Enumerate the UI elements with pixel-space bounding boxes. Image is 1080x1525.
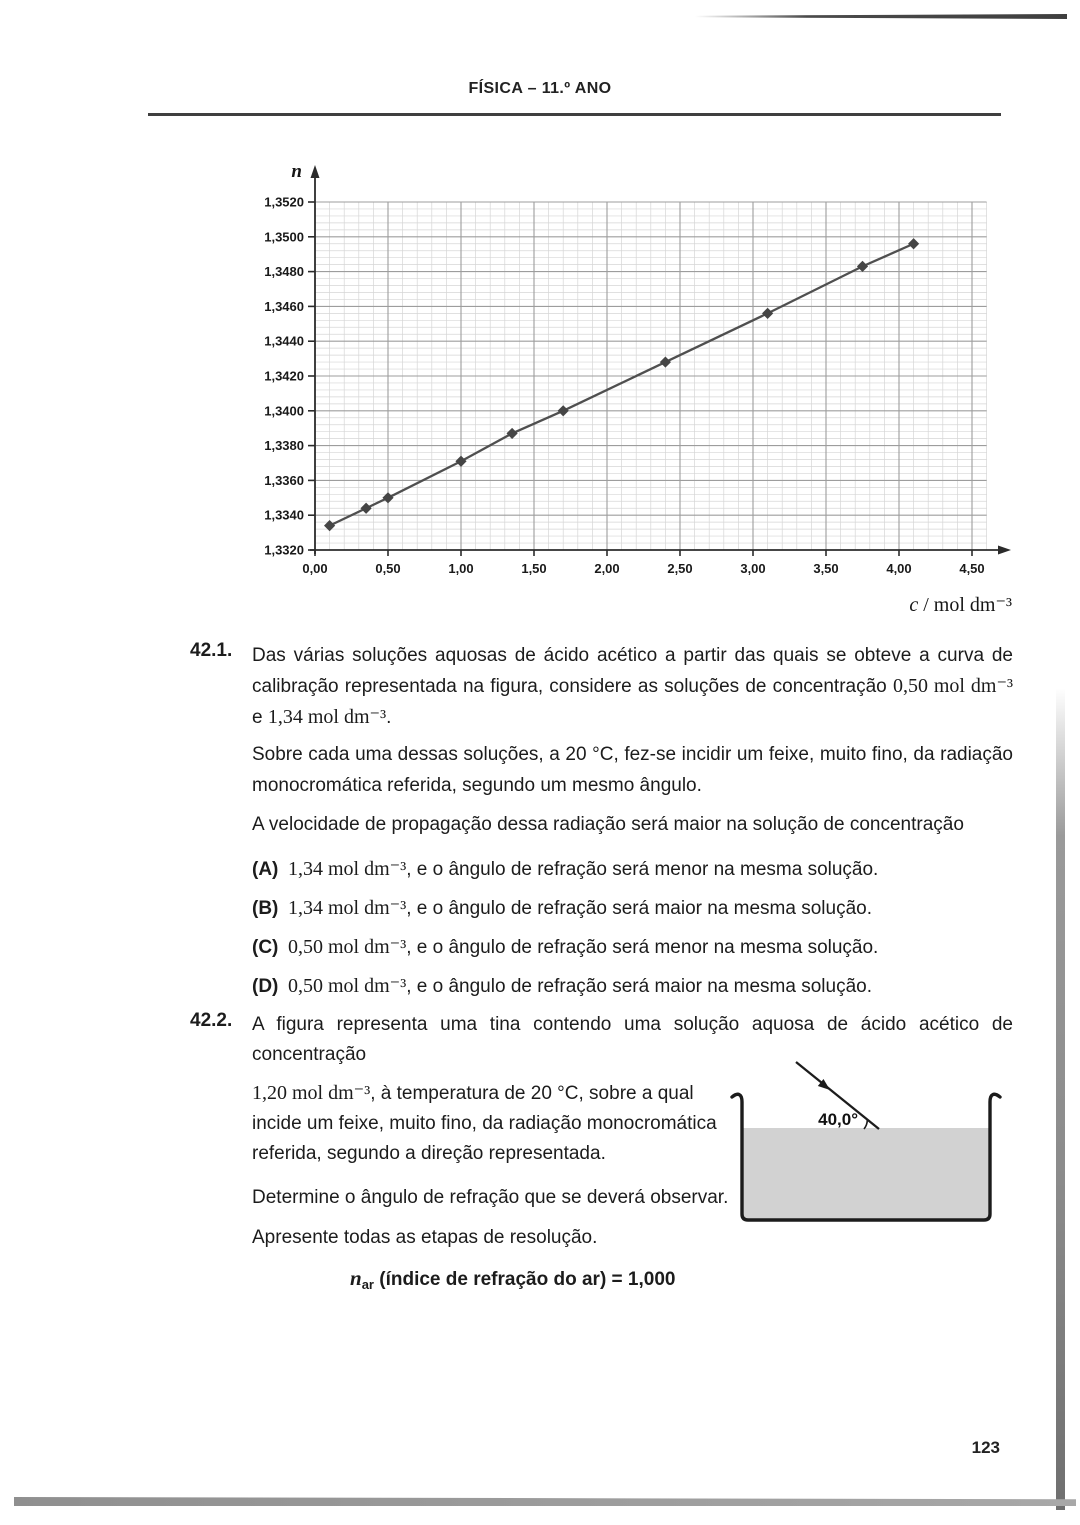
data-point-marker	[455, 456, 466, 467]
option-c	[252, 932, 1013, 963]
data-point-marker	[857, 261, 868, 272]
option-label: (D)	[252, 976, 279, 997]
data-point-marker	[507, 428, 518, 439]
svg-text:1,3420: 1,3420	[264, 368, 304, 384]
quantity-value: 1,34 mol dm⁻³	[288, 897, 407, 919]
svg-text:1,3460: 1,3460	[264, 298, 304, 314]
svg-text:0,00: 0,00	[302, 561, 328, 576]
svg-text:1,3340: 1,3340	[264, 507, 304, 523]
angle-label: 40,0°	[818, 1110, 858, 1129]
paragraph-line	[252, 1078, 742, 1109]
note-text: (índice de refração do ar) = 1,000	[373, 1269, 676, 1290]
data-point-marker	[762, 308, 773, 319]
question-number: 42.2.	[190, 1010, 233, 1031]
option-text	[288, 854, 1013, 885]
svg-text:4,50: 4,50	[959, 561, 985, 576]
data-point-marker	[908, 238, 919, 249]
paragraph-text: e	[252, 707, 268, 728]
svg-text:1,3500: 1,3500	[264, 229, 304, 245]
quantity-value: 0,50 mol dm⁻³	[892, 675, 1013, 697]
paragraph-text: , à temperatura de 20 °C, sobre a qual	[370, 1083, 694, 1104]
y-tick-labels	[264, 195, 304, 558]
x-axis-symbol: c	[909, 594, 919, 616]
quantity-value: 1,34 mol dm⁻³	[288, 858, 407, 880]
option-text	[288, 893, 1013, 924]
quantity-value: 0,50 mol dm⁻³	[288, 975, 407, 997]
quantity-value: 0,50 mol dm⁻³	[288, 936, 407, 958]
x-axis-units: / mol dm⁻³	[918, 594, 1012, 616]
task-instruction: Apresente todas as etapas de resolução.	[252, 1227, 598, 1248]
calibration-chart	[260, 155, 1020, 595]
task-instruction: Determine o ângulo de refração que se deverá observar.	[252, 1187, 729, 1208]
option-body: , e o ângulo de refração será menor na mesma solução.	[406, 937, 879, 958]
header-rule	[148, 113, 1001, 116]
option-text	[288, 971, 1013, 1002]
data-point-marker	[660, 356, 671, 367]
svg-text:1,50: 1,50	[521, 561, 547, 576]
svg-text:3,50: 3,50	[813, 561, 839, 576]
svg-text:1,3380: 1,3380	[264, 438, 304, 454]
scan-artifact-right-edge	[1056, 688, 1065, 1510]
n-subscript: ar	[361, 1277, 374, 1292]
question-42-1	[190, 640, 1013, 1010]
option-a	[252, 854, 1013, 885]
question-paragraph	[252, 640, 1013, 733]
question-paragraph	[252, 1078, 742, 1169]
svg-text:1,00: 1,00	[448, 561, 474, 576]
option-label: (A)	[252, 859, 279, 880]
quantity-value: 1,34 mol dm⁻³	[267, 706, 387, 728]
option-body: , e o ângulo de refração será maior na mesma solução.	[406, 898, 872, 919]
angle-arc	[864, 1120, 867, 1129]
svg-text:1,3480: 1,3480	[264, 264, 304, 280]
option-label: (C)	[252, 937, 279, 958]
svg-text:2,00: 2,00	[594, 561, 620, 576]
question-paragraph: Sobre cada uma dessas soluções, a 20 °C, fez-se incidir um feixe, muito fino, da radiação monocromática referida, segundo um mesmo ângulo.	[252, 744, 1013, 796]
svg-text:2,50: 2,50	[667, 561, 693, 576]
svg-text:1,3320: 1,3320	[264, 542, 304, 558]
svg-text:1,3360: 1,3360	[264, 472, 304, 488]
quantity-value: 1,20 mol dm⁻³	[252, 1082, 371, 1104]
paragraph-line: incide um feixe, muito fino, da radiação monocromática	[252, 1113, 717, 1134]
refraction-index-note	[252, 1263, 1013, 1296]
svg-text:3,00: 3,00	[740, 561, 766, 576]
question-number: 42.1.	[190, 640, 233, 661]
option-body: , e o ângulo de refração será menor na mesma solução.	[406, 859, 879, 880]
page-header-title: FÍSICA – 11.º ANO	[468, 80, 612, 97]
svg-text:1,3520: 1,3520	[264, 194, 304, 210]
y-axis-label: n	[291, 161, 302, 182]
scan-artifact-top-line	[695, 14, 1067, 19]
option-text	[288, 932, 1013, 963]
scan-artifact-bottom-edge	[14, 1497, 1076, 1506]
axes	[308, 165, 1011, 556]
data-point-marker	[382, 492, 393, 503]
page-number: 123	[971, 1438, 1000, 1457]
option-b	[252, 893, 1013, 924]
svg-text:4,00: 4,00	[886, 561, 912, 576]
paragraph-text: Das várias soluções aquosas de ácido acético a partir das quais se obteve a curva de calibração representada na figura, considere as soluções de concentração	[252, 645, 1013, 697]
data-point-marker	[361, 503, 372, 514]
paragraph-line: referida, segundo a direção representada.	[252, 1143, 606, 1164]
liquid-fill	[744, 1128, 989, 1219]
svg-text:0,50: 0,50	[375, 561, 401, 576]
x-axis-label	[840, 592, 1012, 617]
svg-text:1,3400: 1,3400	[264, 403, 304, 419]
n-symbol: n	[350, 1266, 362, 1290]
option-d	[252, 971, 1013, 1002]
data-point-marker	[558, 405, 569, 416]
tina-figure	[730, 1050, 1020, 1240]
calibration-chart-svg	[260, 155, 1020, 595]
svg-text:1,3440: 1,3440	[264, 333, 304, 349]
data-point-marker	[324, 520, 335, 531]
option-label: (B)	[252, 898, 279, 919]
option-body: , e o ângulo de refração será maior na mesma solução.	[406, 976, 872, 997]
x-tick-labels	[302, 561, 984, 576]
paragraph-text: .	[386, 707, 392, 728]
question-paragraph: A figura representa uma tina contendo uma solução aquosa de ácido acético de concentração	[252, 1014, 1013, 1065]
question-stem: A velocidade de propagação dessa radiação será maior na solução de concentração	[252, 814, 964, 835]
tina-figure-svg	[730, 1050, 1020, 1240]
